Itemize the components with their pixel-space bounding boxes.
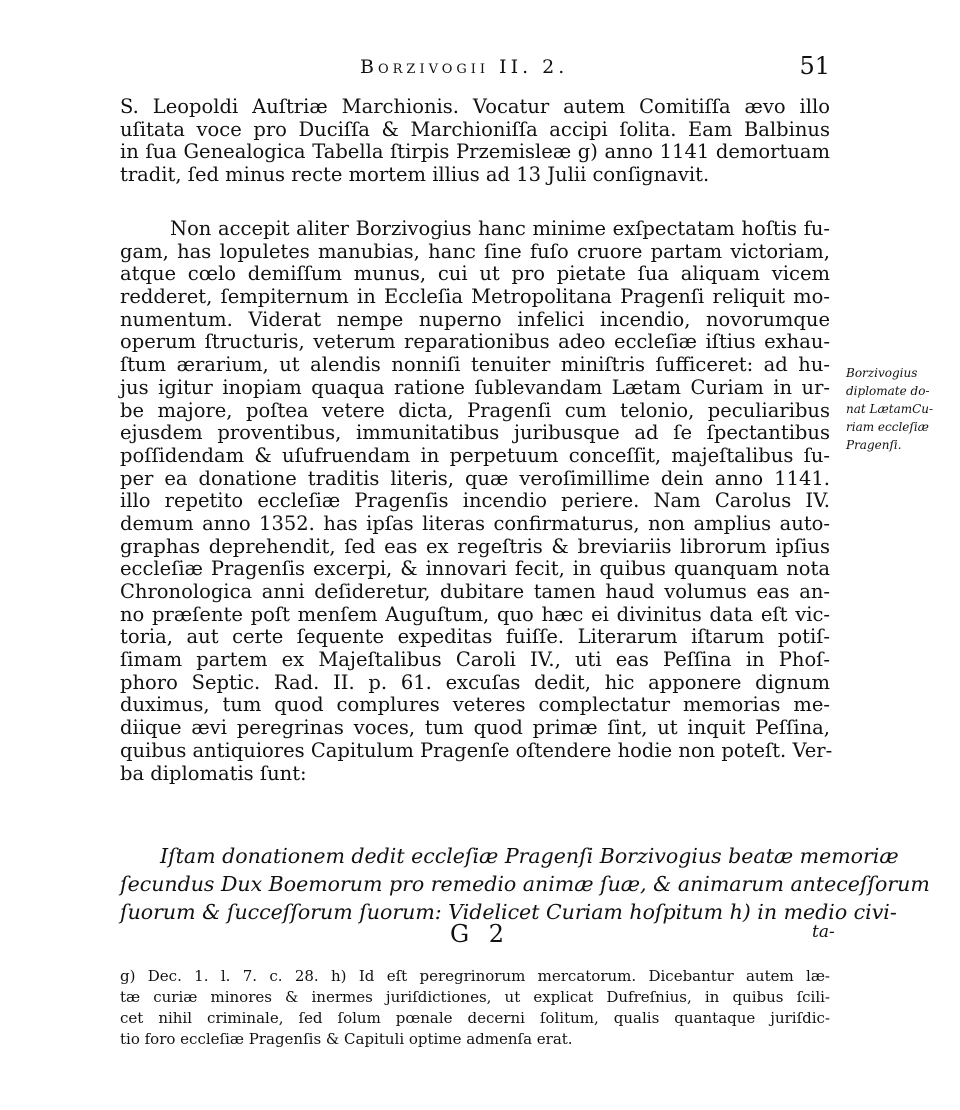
text-line: in ſua Genealogica Tabella ſtirpis Przemisleæ g) anno 1141 demortuam [120, 140, 830, 164]
text-line: gam, has lopuletes manubias, hanc ſine fuſo cruore partam victoriam, [120, 239, 830, 263]
catchword: ta- [812, 922, 835, 942]
marginal-note-line: nat LætamCu- [846, 402, 934, 416]
marginal-note-line: Pragenſi. [846, 438, 902, 452]
text-line: tradit, ſed minus recte mortem illius ad 13 Julii conſignavit. [120, 163, 710, 187]
text-line: no præſente poſt menſem Auguſtum, quo hæc ei divinitus data eſt vic- [120, 602, 830, 626]
text-line: phoro Septic. Rad. II. p. 61. excuſas dedit, hic apponere dignum [120, 670, 830, 694]
signature-mark: G 2 [450, 920, 511, 948]
running-head: Borzivogii II. 2. [360, 56, 569, 78]
text-line: ejusdem proventibus, immunitatibus juribusque ad ſe ſpectantibus [120, 421, 830, 445]
footnotes [120, 966, 830, 1050]
text-line: redderet, ſempiternum in Eccleſia Metropolitana Pragenſi reliquit mo- [120, 285, 830, 309]
footnote-line: g) Dec. 1. l. 7. c. 28. h) Id eſt peregrinorum mercatorum. Dicebantur autem læ- [120, 967, 830, 985]
text-line: S. Leopoldi Auſtriæ Marchionis. Vocatur autem Comitiſſa ævo illo [120, 95, 830, 118]
footnote-line: cet nihil criminale, ſed ſolum pœnale decerni ſolitum, qualis quantaque juriſdic- [120, 1009, 830, 1027]
text-line: toria, aut certe ſequente expeditas fuiſſe. Literarum iſtarum potiſ- [120, 625, 830, 649]
marginal-note [846, 364, 956, 454]
page-header [120, 52, 830, 82]
text-line: atque cœlo demiſſum munus, cui ut pro pietate ſua aliquam vicem [120, 262, 830, 286]
quote-line: ſecundus Dux Boemorum pro remedio animæ ſuæ, & animarum anteceſſorum [120, 872, 930, 896]
text-line: be majore, poſtea vetere dicta, Pragenſi cum telonio, peculiaribus [120, 398, 830, 422]
text-line: diique ævi peregrinas voces, tum quod primæ ſint, ut inquit Peſſina, [120, 716, 830, 740]
text-line: illo repetito eccleſiæ Pragenſis incendio periere. Nam Carolus IV. [120, 489, 830, 513]
text-line: poſſidendam & uſufruendam in perpetuum conceſſit, majeſtalibus ſu- [120, 443, 830, 467]
text-line: Non accepit aliter Borzivogius hanc minime exſpectatam hoſtis fu- [170, 217, 830, 240]
footnote-line: tæ curiæ minores & inermes juriſdictiones, ut explicat Dufreſnius, in quibus ſcili- [120, 988, 830, 1006]
text-line: uſitata voce pro Duciſſa & Marchioniſſa accipi ſolita. Eam Balbinus [120, 117, 830, 141]
text-line: ſtum ærarium, ut alendis nonniſi tenuiter miniſtris ſufficeret: ad hu- [120, 353, 830, 377]
paragraph-2 [120, 217, 833, 785]
text-line: quibus antiquiores Capitulum Pragenſe oſtendere hodie non poteſt. Ver- [120, 738, 833, 762]
marginal-note-line: Borzivogius [846, 366, 918, 380]
marginal-note-line: riam eccleſiæ [846, 420, 929, 434]
text-line: ba diplomatis ſunt: [120, 761, 307, 785]
quote-line: ſuorum & ſucceſſorum ſuorum: Videlicet Curiam hoſpitum h) in medio civi- [120, 900, 897, 924]
text-line: duximus, tum quod complures veteres complectatur memorias me- [120, 693, 830, 717]
page-number: 51 [799, 52, 830, 80]
text-line: numentum. Viderat nempe nuperno infelici incendio, novorumque [120, 307, 830, 331]
text-line: Chronologica anni deſideretur, dubitare tamen haud volumus eas an- [120, 580, 830, 603]
text-line: graphas deprehendit, ſed eas ex regeſtris & breviariis librorum ipſius [120, 534, 830, 558]
marginal-note-line: diplomate do- [846, 384, 930, 398]
text-line: per ea donatione traditis literis, quæ veroſimillime dein anno 1141. [120, 466, 830, 490]
diploma-quote [120, 842, 930, 926]
text-line: demum anno 1352. has ipſas literas confirmaturus, non amplius auto- [120, 511, 830, 535]
text-line: ſimam partem ex Majeſtalibus Caroli IV., uti eas Peſſina in Phoſ- [120, 648, 830, 672]
text-line: operum ſtructuris, veterum reparationibus adeo eccleſiæ iſtius exhau- [120, 330, 830, 354]
quote-line: Iſtam donationem dedit eccleſiæ Pragenſi Borzivogius beatæ memoriæ [160, 844, 899, 868]
text-line: eccleſiæ Pragenſis excerpi, & innovari fecit, in quibus quanquam nota [120, 557, 830, 581]
text-line: jus igitur inopiam quaqua ratione ſublevandam Lætam Curiam in ur- [120, 375, 830, 399]
paragraph-1 [120, 96, 830, 187]
footnote-line: tio foro eccleſiæ Pragenſis & Capituli optime admenſa erat. [120, 1030, 573, 1048]
